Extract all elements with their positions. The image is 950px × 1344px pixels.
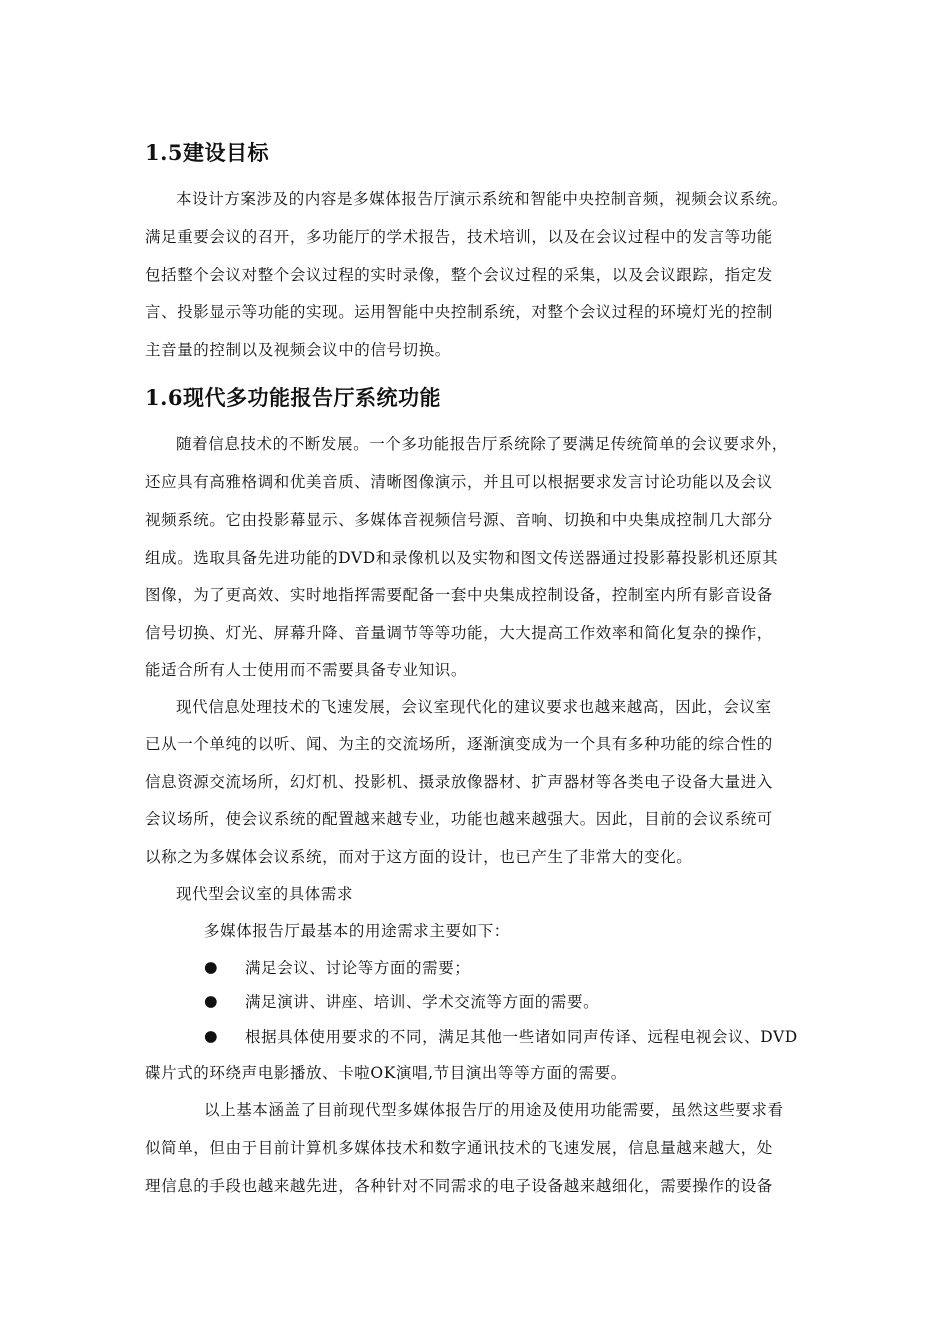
bullet-icon: ● xyxy=(204,958,218,976)
paragraph-line: 还应具有高雅格调和优美音质、清晰图像演示，并且可以根据要求发言讨论功能以及会议 xyxy=(145,473,773,491)
paragraph-line: 会议场所，使会议系统的配置越来越专业，功能也越来越强大。因此，目前的会议系统可 xyxy=(145,810,773,828)
list-intro: 多媒体报告厅最基本的用途需求主要如下： xyxy=(204,922,510,940)
section-heading-1-6: 1.6现代多功能报告厅系统功能 xyxy=(145,385,442,410)
paragraph-line: 组成。选取具备先进功能的DVD和录像机以及实物和图文传送器通过投影幕投影机还原其 xyxy=(145,549,779,567)
list-item: 满足会议、讨论等方面的需要； xyxy=(245,959,471,977)
section-heading-1-5: 1.5建设目标 xyxy=(145,140,270,165)
paragraph-line: 能适合所有人士使用而不需要具备专业知识。 xyxy=(145,661,468,679)
paragraph-line: 包括整个会议对整个会议过程的实时录像，整个会议过程的采集，以及会议跟踪，指定发 xyxy=(145,266,773,284)
paragraph-line: 似简单，但由于目前计算机多媒体技术和数字通讯技术的飞速发展，信息量越来越大，处 xyxy=(145,1139,773,1157)
paragraph-line: 图像，为了更高效、实时地指挥需要配备一套中央集成控制设备，控制室内所有影音设备 xyxy=(145,586,773,604)
list-item: 满足演讲、讲座、培训、学术交流等方面的需要。 xyxy=(245,993,600,1011)
paragraph-line: 满足重要会议的召开，多功能厅的学术报告，技术培训，以及在会议过程中的发言等功能 xyxy=(145,228,773,246)
list-item: 根据具体使用要求的不同，满足其他一些诸如同声传译、远程电视会议、DVD xyxy=(245,1028,798,1046)
paragraph-line: 视频系统。它由投影幕显示、多媒体音视频信号源、音响、切换和中央集成控制几大部分 xyxy=(145,511,773,529)
paragraph-line: 以称之为多媒体会议系统，而对于这方面的设计，也已产生了非常大的变化。 xyxy=(145,848,693,866)
paragraph-line: 已从一个单纯的以听、闻、为主的交流场所，逐渐演变成为一个具有多种功能的综合性的 xyxy=(145,735,773,753)
paragraph-line: 言、投影显示等功能的实现。运用智能中央控制系统，对整个会议过程的环境灯光的控制 xyxy=(145,303,773,321)
paragraph-line: 主音量的控制以及视频会议中的信号切换。 xyxy=(145,341,451,359)
paragraph-line: 本设计方案涉及的内容是多媒体报告厅演示系统和智能中央控制音频，视频会议系统。 xyxy=(176,190,788,208)
bullet-icon: ● xyxy=(204,992,218,1010)
paragraph-line: 理信息的手段也越来越先进，各种针对不同需求的电子设备越来越细化，需要操作的设备 xyxy=(145,1177,773,1195)
paragraph-line: 信号切换、灯光、屏幕升降、音量调节等等功能，大大提高工作效率和简化复杂的操作， xyxy=(145,624,773,642)
paragraph-line: 信息资源交流场所，幻灯机、投影机、摄录放像器材、扩声器材等各类电子设备大量进入 xyxy=(145,773,773,791)
subheading: 现代型会议室的具体需求 xyxy=(176,885,354,903)
paragraph-line: 现代信息处理技术的飞速发展，会议室现代化的建议要求也越来越高，因此，会议室 xyxy=(176,698,772,716)
list-item-continuation: 碟片式的环绕声电影播放、卡啦OK演唱,节目演出等等方面的需要。 xyxy=(145,1064,627,1082)
paragraph-line: 随着信息技术的不断发展。一个多功能报告厅系统除了要满足传统简单的会议要求外， xyxy=(176,435,788,453)
bullet-icon: ● xyxy=(204,1027,218,1045)
paragraph-line: 以上基本涵盖了目前现代型多媒体报告厅的用途及使用功能需要，虽然这些要求看 xyxy=(204,1101,784,1119)
